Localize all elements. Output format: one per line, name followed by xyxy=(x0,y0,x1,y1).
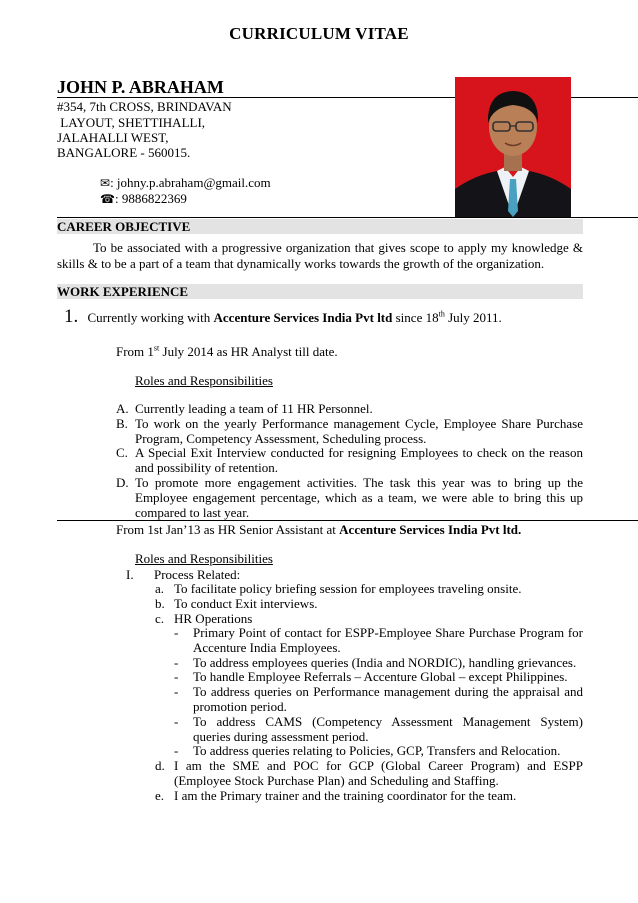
employment-text: July 2011. xyxy=(444,310,502,325)
list-marker: C. xyxy=(116,445,128,461)
list-item xyxy=(155,581,583,597)
list-item-text: HR Operations xyxy=(174,610,253,626)
list-marker: - xyxy=(174,743,179,759)
list-marker: a. xyxy=(155,581,165,596)
list-item xyxy=(174,684,583,715)
roles-heading: Roles and Responsibilities xyxy=(135,373,273,388)
analyst-responsibilities-list xyxy=(116,401,583,520)
work-experience-heading: WORK EXPERIENCE xyxy=(57,284,583,299)
address-line: #354, 7th CROSS, BRINDAVAN xyxy=(57,99,232,114)
list-item xyxy=(116,415,583,447)
list-item-text: To work on the yearly Performance management Cycle, Employee Share Purchase Program, Competency Assessment, Scheduling process. xyxy=(135,415,583,446)
list-marker: A. xyxy=(116,401,129,416)
list-item xyxy=(155,758,583,789)
profile-photo xyxy=(455,77,571,217)
list-item-text: To facilitate policy briefing session for employees traveling onsite. xyxy=(174,581,522,596)
current-employment-line xyxy=(64,306,502,327)
company-name: Accenture Services India Pvt ltd xyxy=(213,310,393,325)
list-marker: I. xyxy=(126,567,134,582)
process-sublist xyxy=(155,581,583,626)
list-marker: e. xyxy=(155,787,165,803)
list-item-text: A Special Exit Interview conducted for resigning Employees to check on the reason and possibility of retention. xyxy=(135,445,583,476)
company-name: Accenture Services India Pvt ltd. xyxy=(339,522,522,537)
address-line: LAYOUT, SHETTIHALLI, xyxy=(57,115,206,130)
list-item-text: To promote more engagement activities. The task this year was to bring up the Employee engagement percentage, which as a team, we were able to bring this up compared to last year. xyxy=(135,474,583,520)
list-marker: - xyxy=(174,654,179,670)
role-senior-assistant-line xyxy=(116,522,521,538)
date-suffix: st xyxy=(153,343,160,353)
list-item xyxy=(155,595,583,612)
item-number: 1. xyxy=(64,306,79,327)
process-sublist-continued xyxy=(155,758,583,803)
telephone-icon: ☎ xyxy=(100,192,115,206)
envelope-icon: ✉ xyxy=(100,176,111,190)
list-marker: - xyxy=(174,669,179,685)
career-objective-heading: CAREER OBJECTIVE xyxy=(57,219,583,234)
list-item xyxy=(116,474,583,520)
email-text: : johny.p.abraham@gmail.com xyxy=(110,175,271,190)
role-text: July 2014 as HR Analyst till date. xyxy=(159,344,338,359)
phone-line xyxy=(100,191,187,207)
list-item-text: To address queries relating to Policies, GCP, Transfers and Relocation. xyxy=(193,743,561,759)
role-text: From 1 xyxy=(116,344,154,359)
list-item-text: To address employees queries (India and NORDIC), handling grievances. xyxy=(193,654,577,670)
list-item-text: I am the Primary trainer and the training coordinator for the team. xyxy=(174,787,517,803)
list-item-text: I am the SME and POC for GCP (Global Career Program) and ESPP (Employee Stock Purchase Plan) and Scheduling and Staffing. xyxy=(174,758,583,788)
date-suffix: th xyxy=(438,309,445,319)
section-divider xyxy=(57,217,638,218)
process-related-label xyxy=(126,567,241,583)
list-marker: D. xyxy=(116,474,129,490)
list-item-text: To conduct Exit interviews. xyxy=(174,595,318,611)
list-item xyxy=(174,669,583,685)
list-marker: b. xyxy=(155,595,165,611)
address-line: JALAHALLI WEST, xyxy=(57,130,169,145)
list-item xyxy=(116,401,583,417)
address-line: BANGALORE - 560015. xyxy=(57,145,191,160)
employment-text: Currently working with xyxy=(87,310,214,325)
list-item xyxy=(174,625,583,656)
document-title: CURRICULUM VITAE xyxy=(229,24,409,43)
list-item-text: Process Related: xyxy=(154,567,241,582)
list-marker: d. xyxy=(155,758,165,773)
list-item-text: Currently leading a team of 11 HR Personnel. xyxy=(135,401,373,416)
candidate-name: JOHN P. ABRAHAM xyxy=(57,77,224,97)
phone-text: : 9886822369 xyxy=(114,191,187,206)
list-marker: B. xyxy=(116,415,128,431)
list-item-text: To address queries on Performance management during the appraisal and promotion period. xyxy=(193,684,583,714)
list-item xyxy=(174,713,583,745)
list-item xyxy=(174,654,583,671)
career-objective-text: To be associated with a progressive organization that gives scope to apply my knowledge & skills & to be a part of a team that dynamically works towards the growth of the organization. xyxy=(57,240,583,271)
list-item-text: Primary Point of contact for ESPP-Employee Share Purchase Program for Accenture India Employees. xyxy=(193,625,583,655)
roles-heading: Roles and Responsibilities xyxy=(135,551,273,566)
list-marker: - xyxy=(174,625,179,640)
role-text: From 1st Jan’13 as HR Senior Assistant at xyxy=(116,522,340,537)
email-line xyxy=(100,175,271,191)
section-divider xyxy=(57,520,638,521)
list-marker: - xyxy=(174,713,179,729)
list-item-text: To address CAMS (Competency Assessment Management System) queries during assessment period. xyxy=(193,713,583,744)
list-item xyxy=(155,787,583,804)
list-marker: - xyxy=(174,684,179,700)
list-item xyxy=(174,743,583,759)
list-item-text: To handle Employee Referrals – Accenture Global – except Philippines. xyxy=(193,669,568,685)
hr-operations-list xyxy=(174,625,583,759)
role-analyst-line xyxy=(116,344,338,360)
employment-text: since 18 xyxy=(392,310,439,325)
list-item xyxy=(116,445,583,476)
list-marker: c. xyxy=(155,610,165,626)
